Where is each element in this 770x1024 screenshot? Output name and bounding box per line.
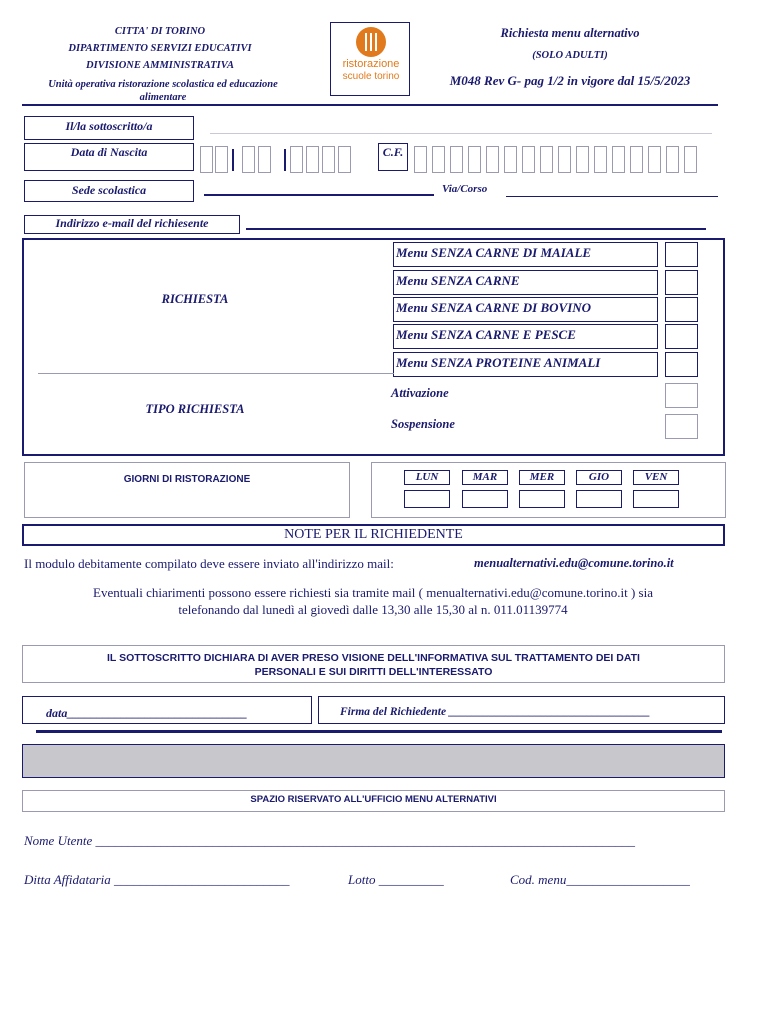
days-label: GIORNI DI RISTORAZIONE xyxy=(123,474,251,485)
request-divider xyxy=(38,373,394,374)
department-name: DIPARTIMENTO SERVIZI EDUCATIVI xyxy=(68,43,252,54)
menu-option-no-meat: Menu SENZA CARNE xyxy=(393,270,658,295)
form-code: M048 Rev G- pag 1/2 in vigore dal 15/5/2023 xyxy=(449,73,691,88)
user-name-field[interactable]: Nome Utente ___________________________________________________________________________________ xyxy=(24,833,635,848)
signer-input[interactable] xyxy=(210,133,712,134)
cf-input[interactable] xyxy=(410,143,714,177)
birthdate-input[interactable] xyxy=(196,143,368,177)
division-name: DIVISIONE AMMINISTRATIVA xyxy=(86,60,234,71)
notes-email: menualternativi.edu@comune.torino.it xyxy=(474,556,674,570)
menu-option-no-beef: Menu SENZA CARNE DI BOVINO xyxy=(393,297,658,322)
grey-band xyxy=(22,744,725,778)
checkbox-no-pork[interactable] xyxy=(665,242,698,267)
school-label: Sede scolastica xyxy=(24,180,194,202)
city-name: CITTA' DI TORINO xyxy=(114,26,206,37)
signer-label: Il/la sottoscritto/a xyxy=(24,116,194,140)
logo xyxy=(330,22,410,96)
menu-option-no-animal-protein: Menu SENZA PROTEINE ANIMALI xyxy=(393,352,658,377)
school-input[interactable] xyxy=(204,194,434,196)
street-label: Via/Corso xyxy=(442,183,488,195)
checkbox-wednesday[interactable] xyxy=(519,490,565,508)
notes-line2: Eventuali chiarimenti possono essere richiesti sia tramite mail ( menualternativi.edu@comune.torino.it ) sia xyxy=(93,585,653,600)
form-title: Richiesta menu alternativo xyxy=(500,26,640,40)
checkbox-no-animal-protein[interactable] xyxy=(665,352,698,377)
office-title: SPAZIO RISERVATO ALL'UFFICIO MENU ALTERNATIVI xyxy=(250,794,497,805)
header-divider xyxy=(22,104,718,106)
day-friday: VEN xyxy=(633,470,679,485)
day-thursday: GIO xyxy=(576,470,622,485)
signature-field[interactable]: Firma del Richiedente ___________________________________ xyxy=(340,706,651,718)
checkbox-friday[interactable] xyxy=(633,490,679,508)
birthdate-label: Data di Nascita xyxy=(24,143,194,171)
checkbox-tuesday[interactable] xyxy=(462,490,508,508)
day-tuesday: MAR xyxy=(462,470,508,485)
checkbox-suspension[interactable] xyxy=(665,414,698,439)
checkbox-no-beef[interactable] xyxy=(665,297,698,322)
request-type-label: TIPO RICHIESTA xyxy=(145,402,245,416)
lot-field[interactable]: Lotto __________ xyxy=(348,872,444,887)
signature-divider xyxy=(36,730,722,733)
email-label: Indirizzo e-mail del richiesente xyxy=(24,215,240,234)
day-wednesday: MER xyxy=(519,470,565,485)
cutlery-icon xyxy=(349,26,393,58)
unit-name: Unità operativa ristorazione scolastica ed educazione alimentare xyxy=(48,79,278,103)
street-input[interactable] xyxy=(506,196,718,197)
cf-label: C.F. xyxy=(378,143,408,171)
logo-text-line1: ristorazione xyxy=(342,58,400,70)
notes-line1: Il modulo debitamente compilato deve essere inviato all'indirizzo mail: xyxy=(24,556,394,571)
notes-title: NOTE PER IL RICHIEDENTE xyxy=(22,524,725,546)
menu-option-no-pork: Menu SENZA CARNE DI MAIALE xyxy=(393,242,658,267)
form-subtitle: (SOLO ADULTI) xyxy=(532,50,608,61)
privacy-line1: IL SOTTOSCRITTO DICHIARA DI AVER PRESO VISIONE DELL'INFORMATIVA SUL TRATTAMENTO DEI DATI xyxy=(107,652,640,664)
company-field[interactable]: Ditta Affidataria ___________________________ xyxy=(24,872,290,887)
menu-code-field[interactable]: Cod. menu___________________ xyxy=(510,872,690,887)
activation-label: Attivazione xyxy=(391,386,449,400)
day-monday: LUN xyxy=(404,470,450,485)
checkbox-thursday[interactable] xyxy=(576,490,622,508)
checkbox-no-meat-fish[interactable] xyxy=(665,324,698,349)
logo-text-line2: scuole torino xyxy=(342,71,400,82)
suspension-label: Sospensione xyxy=(391,417,455,431)
checkbox-monday[interactable] xyxy=(404,490,450,508)
checkbox-activation[interactable] xyxy=(665,383,698,408)
privacy-line2: PERSONALI E SUI DIRITTI DELL'INTERESSATO xyxy=(254,666,493,678)
request-label: RICHIESTA xyxy=(161,292,229,306)
date-field[interactable]: data______________________________ xyxy=(46,706,248,720)
days-label-box xyxy=(24,462,350,518)
email-input[interactable] xyxy=(246,228,706,230)
checkbox-no-meat[interactable] xyxy=(665,270,698,295)
notes-line3: telefonando dal lunedì al giovedì dalle 13,30 alle 15,30 al n. 011.01139774 xyxy=(178,602,568,617)
menu-option-no-meat-fish: Menu SENZA CARNE E PESCE xyxy=(393,324,658,349)
